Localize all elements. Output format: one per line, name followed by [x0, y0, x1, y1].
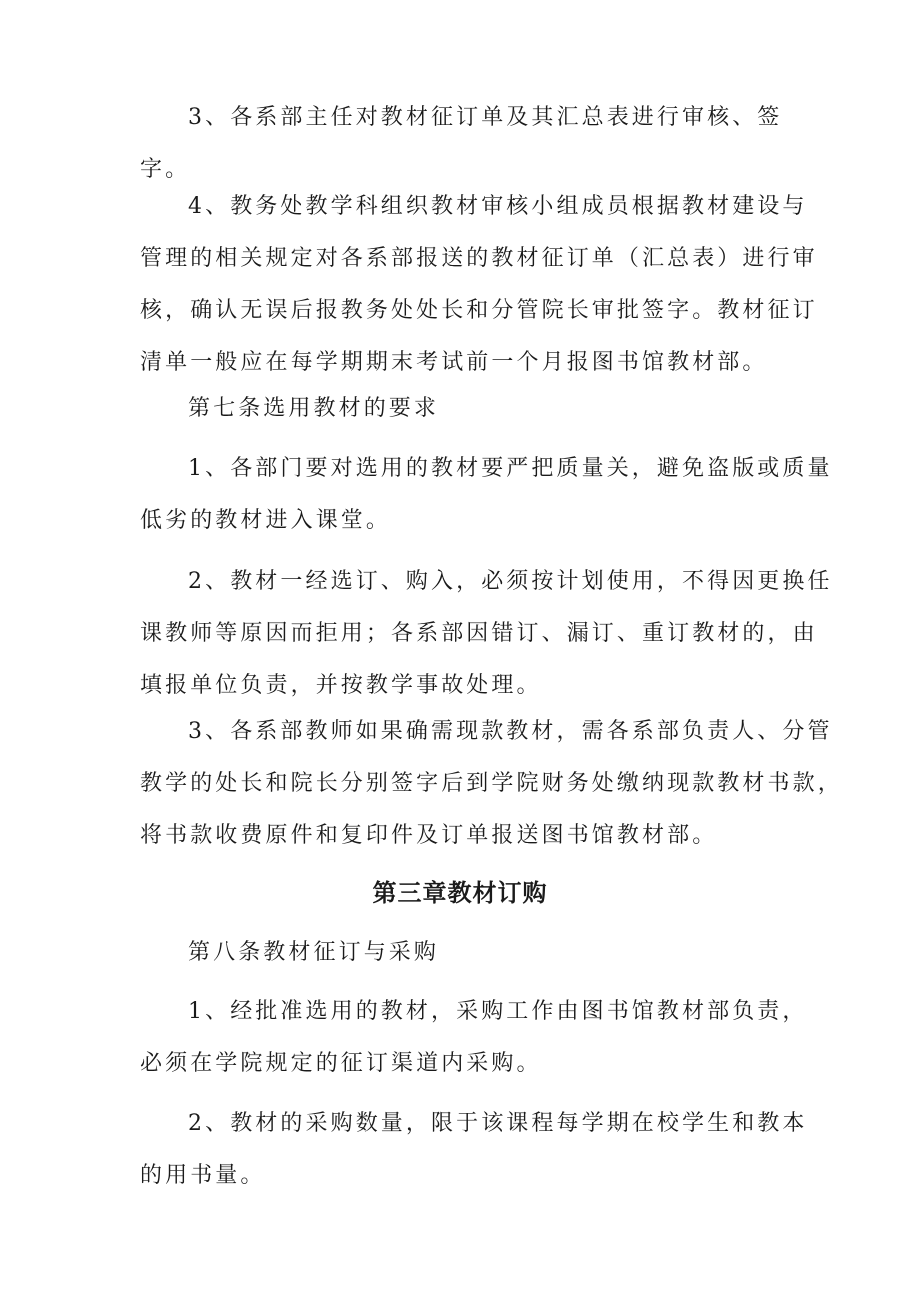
- paragraph-procurement: [140, 986, 808, 1090]
- text-line: 2、教材一经选订、购入，必须按计划使用，不得因更换任: [188, 569, 833, 594]
- chapter-heading: 第三章教材订购: [372, 879, 548, 907]
- text-line: 2、教材的采购数量，限于该课程每学期在校学生和教本: [188, 1111, 808, 1136]
- paragraph-cash-purchase: [140, 706, 843, 862]
- text-line: 的用书量。: [140, 1163, 266, 1188]
- paragraph-academic-review: [140, 181, 818, 389]
- text-line: 清单一般应在每学期期末考试前一个月报图书馆教材部。: [140, 350, 768, 375]
- text-line: 管理的相关规定对各系部报送的教材征订单（汇总表）进行审: [140, 246, 818, 271]
- text-line: 字。: [140, 157, 191, 182]
- text-line: 3、各系部教师如果确需现款教材，需各系部负责人、分管: [188, 719, 833, 744]
- text-line: 将书款收费原件和复印件及订单报送图书馆教材部。: [140, 823, 718, 848]
- text-line: 4、教务处教学科组织教材审核小组成员根据教材建设与: [188, 194, 808, 219]
- text-line: 低劣的教材进入课堂。: [140, 508, 392, 533]
- text-line: 核，确认无误后报教务处处长和分管院长审批签字。教材征订: [140, 298, 818, 323]
- text-line: 1、各部门要对选用的教材要严把质量关，避免盗版或质量: [188, 456, 833, 481]
- paragraph-usage-plan: [140, 556, 833, 712]
- text-line: 3、各系部主任对教材征订单及其汇总表进行审核、签: [188, 105, 783, 130]
- text-line: 第七条选用教材的要求: [188, 396, 440, 421]
- text-line: 第八条教材征订与采购: [188, 940, 440, 965]
- text-line: 必须在学院规定的征订渠道内采购。: [140, 1051, 542, 1076]
- text-line: 1、经批准选用的教材，采购工作由图书馆教材部负责，: [188, 999, 808, 1024]
- article-seven-title: [140, 383, 790, 435]
- article-eight-title: [140, 927, 790, 979]
- text-line: 填报单位负责，并按教学事故处理。: [140, 673, 542, 698]
- text-line: 课教师等原因而拒用；各系部因错订、漏订、重订教材的，由: [140, 621, 818, 646]
- paragraph-quality-control: [140, 443, 833, 547]
- paragraph-purchase-quantity: [140, 1098, 808, 1202]
- text-line: 教学的处长和院长分别签字后到学院财务处缴纳现款教材书款，: [140, 771, 843, 796]
